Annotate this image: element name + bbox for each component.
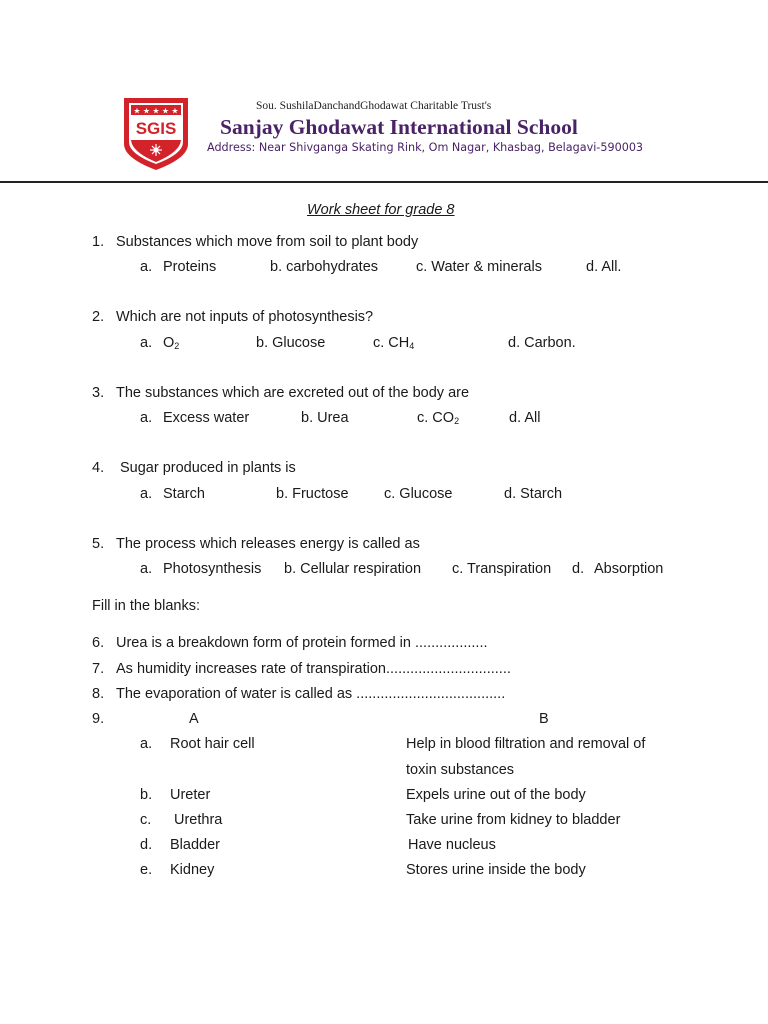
match-item-a: Bladder xyxy=(170,837,220,853)
question-number: 6. xyxy=(92,635,105,651)
question-number: 1. xyxy=(92,234,105,250)
blank-text: Urea is a breakdown form of protein formed in .................. xyxy=(116,635,488,651)
option-a: Proteins xyxy=(163,259,217,275)
match-letter: e. xyxy=(140,862,153,878)
school-address: Address: Near Shivganga Skating Rink, Om Nagar, Khasbag, Belagavi-590003 xyxy=(207,141,644,154)
match-item-b: Help in blood filtration and removal of xyxy=(406,736,646,752)
match-item-a: Ureter xyxy=(170,787,211,803)
svg-text:★: ★ xyxy=(142,106,151,116)
match-letter: d. xyxy=(140,837,153,853)
match-item-b: Expels urine out of the body xyxy=(406,787,586,803)
svg-text:★: ★ xyxy=(161,106,170,116)
school-logo xyxy=(122,96,190,172)
option-label: a. xyxy=(140,561,153,577)
option-c-text: c. CO xyxy=(417,410,455,426)
option-c: c. Glucose xyxy=(384,486,453,502)
question-text: The process which releases energy is called as xyxy=(116,536,420,552)
trust-name: Sou. SushilaDanchandGhodawat Charitable Trust's xyxy=(256,100,492,112)
question-number: 9. xyxy=(92,711,105,727)
option-d: d. All xyxy=(509,410,541,426)
subscript: 2 xyxy=(454,416,460,426)
option-c xyxy=(417,410,459,426)
option-b: b. carbohydrates xyxy=(270,259,379,275)
match-item-b-continued: toxin substances xyxy=(406,762,515,778)
match-letter: c. xyxy=(140,812,152,828)
option-d-label: d. xyxy=(572,561,585,577)
blank-text: The evaporation of water is called as ..................................... xyxy=(116,686,506,702)
match-item-b: Have nucleus xyxy=(408,837,496,853)
subscript: 2 xyxy=(174,341,180,351)
question-number: 4. xyxy=(92,460,105,476)
svg-text:★: ★ xyxy=(133,106,141,116)
option-label: a. xyxy=(140,486,153,502)
question-text: Substances which move from soil to plant body xyxy=(116,234,419,250)
option-b: b. Urea xyxy=(301,410,349,426)
column-a-header: A xyxy=(189,711,199,727)
option-b: b. Fructose xyxy=(276,486,349,502)
fill-blanks-heading: Fill in the blanks: xyxy=(92,598,200,614)
option-c xyxy=(373,335,414,351)
column-b-header: B xyxy=(539,711,549,727)
subscript: 4 xyxy=(409,341,415,351)
school-name: Sanjay Ghodawat International School xyxy=(220,115,578,139)
question-text: Sugar produced in plants is xyxy=(120,460,296,476)
option-label: a. xyxy=(140,410,153,426)
option-label: a. xyxy=(140,259,153,275)
question-text: The substances which are excreted out of the body are xyxy=(116,385,470,401)
option-a: Starch xyxy=(163,486,205,502)
svg-text:★: ★ xyxy=(171,106,179,116)
worksheet-title: Work sheet for grade 8 xyxy=(307,202,455,218)
question-number: 8. xyxy=(92,686,105,702)
question-number: 2. xyxy=(92,309,105,325)
match-item-a: Urethra xyxy=(174,812,223,828)
match-item-b: Stores urine inside the body xyxy=(406,862,586,878)
option-b: b. Glucose xyxy=(256,335,326,351)
blank-text: As humidity increases rate of transpiration............................... xyxy=(116,661,511,677)
option-a: Photosynthesis xyxy=(163,561,262,577)
question-number: 3. xyxy=(92,385,105,401)
option-c-text: c. CH xyxy=(373,335,410,351)
option-b: b. Cellular respiration xyxy=(284,561,422,577)
option-d: d. All. xyxy=(586,259,622,275)
svg-text:★: ★ xyxy=(152,106,160,116)
question-number: 5. xyxy=(92,536,105,552)
option-label: a. xyxy=(140,335,153,351)
option-d: d. Carbon. xyxy=(508,335,576,351)
option-d: d. Starch xyxy=(504,486,563,502)
option-c: c. Transpiration xyxy=(452,561,552,577)
option-a: Excess water xyxy=(163,410,250,426)
option-c: c. Water & minerals xyxy=(416,259,542,275)
question-text: Which are not inputs of photosynthesis? xyxy=(116,309,374,325)
match-letter: b. xyxy=(140,787,153,803)
option-d: Absorption xyxy=(594,561,664,577)
logo-text: SGIS xyxy=(135,119,177,138)
header-divider xyxy=(0,181,768,183)
option-a xyxy=(163,335,179,351)
question-number: 7. xyxy=(92,661,105,677)
match-letter: a. xyxy=(140,736,153,752)
option-a-text: O xyxy=(163,335,175,351)
match-item-a: Kidney xyxy=(170,862,215,878)
match-item-a: Root hair cell xyxy=(170,736,255,752)
match-item-b: Take urine from kidney to bladder xyxy=(406,812,621,828)
